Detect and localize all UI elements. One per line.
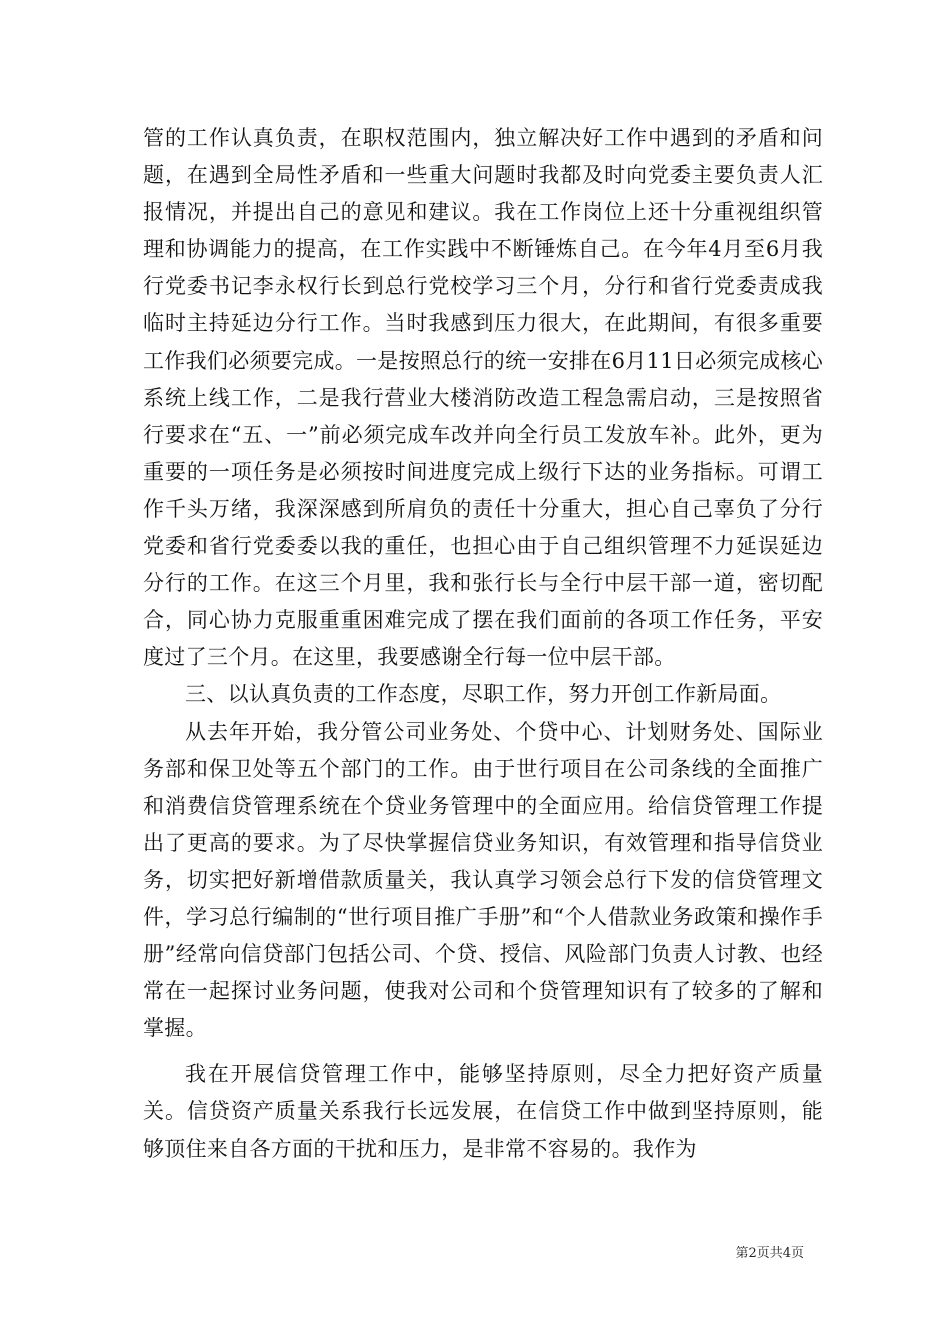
document-body: [143, 120, 823, 1168]
paragraph-asset-quality: 我在开展信贷管理工作中，能够坚持原则，尽全力把好资产质量关。信贷资产质量关系我行长远发展，在信贷工作中做到坚持原则，能够顶住来自各方面的干扰和压力，是非常不容易的。我作为: [143, 1062, 823, 1161]
page-number-footer: 第2页共4页: [735, 1246, 804, 1261]
paragraph-continuation: 管的工作认真负责，在职权范围内，独立解决好工作中遇到的矛盾和问题，在遇到全局性矛盾和一些重大问题时我都及时向党委主要负责人汇报情况，并提出自己的意见和建议。我在工作岗位上还十分重视组织管理和协调能力的提高，在工作实践中不断锤炼自己。在今年4月至6月我行党委书记李永权行长到总行党校学习三个月，分行和省行党委责成我临时主持延边分行工作。当时我感到压力很大，在此期间，有很多重要工作我们必须要完成。一是按照总行的统一安排在6月11日必须完成核心系统上线工作，二是我行营业大楼消防改造工程急需启动，三是按照省行要求在“五、一”前必须完成车改并向全行员工发放车补。此外，更为重要的一项任务是必须按时间进度完成上级行下达的业务指标。可谓工作千头万绪，我深深感到所肩负的责任十分重大，担心自己辜负了分行党委和省行党委委以我的重任，也担心由于自己组织管理不力延误延边分行的工作。在这三个月里，我和张行长与全行中层干部一道，密切配合，同心协力克服重重困难完成了摆在我们面前的各项工作任务，平安度过了三个月。在这里，我要感谢全行每一位中层干部。: [143, 126, 823, 670]
paragraph-section-heading: 三、以认真负责的工作态度，尽职工作，努力开创工作新局面。: [185, 682, 782, 707]
paragraph-credit-management: 从去年开始，我分管公司业务处、个贷中心、计划财务处、国际业务部和保卫处等五个部门的工作。由于世行项目在公司条线的全面推广和消费信贷管理系统在个贷业务管理中的全面应用。给信贷管理工作提出了更高的要求。为了尽快掌握信贷业务知识，有效管理和指导信贷业务，切实把好新增借款质量关，我认真学习领会总行下发的信贷管理文件，学习总行编制的“世行项目推广手册”和“个人借款业务政策和操作手册”经常向信贷部门包括公司、个贷、授信、风险部门负责人讨教、也经常在一起探讨业务问题，使我对公司和个贷管理知识有了较多的了解和掌握。: [143, 719, 823, 1041]
